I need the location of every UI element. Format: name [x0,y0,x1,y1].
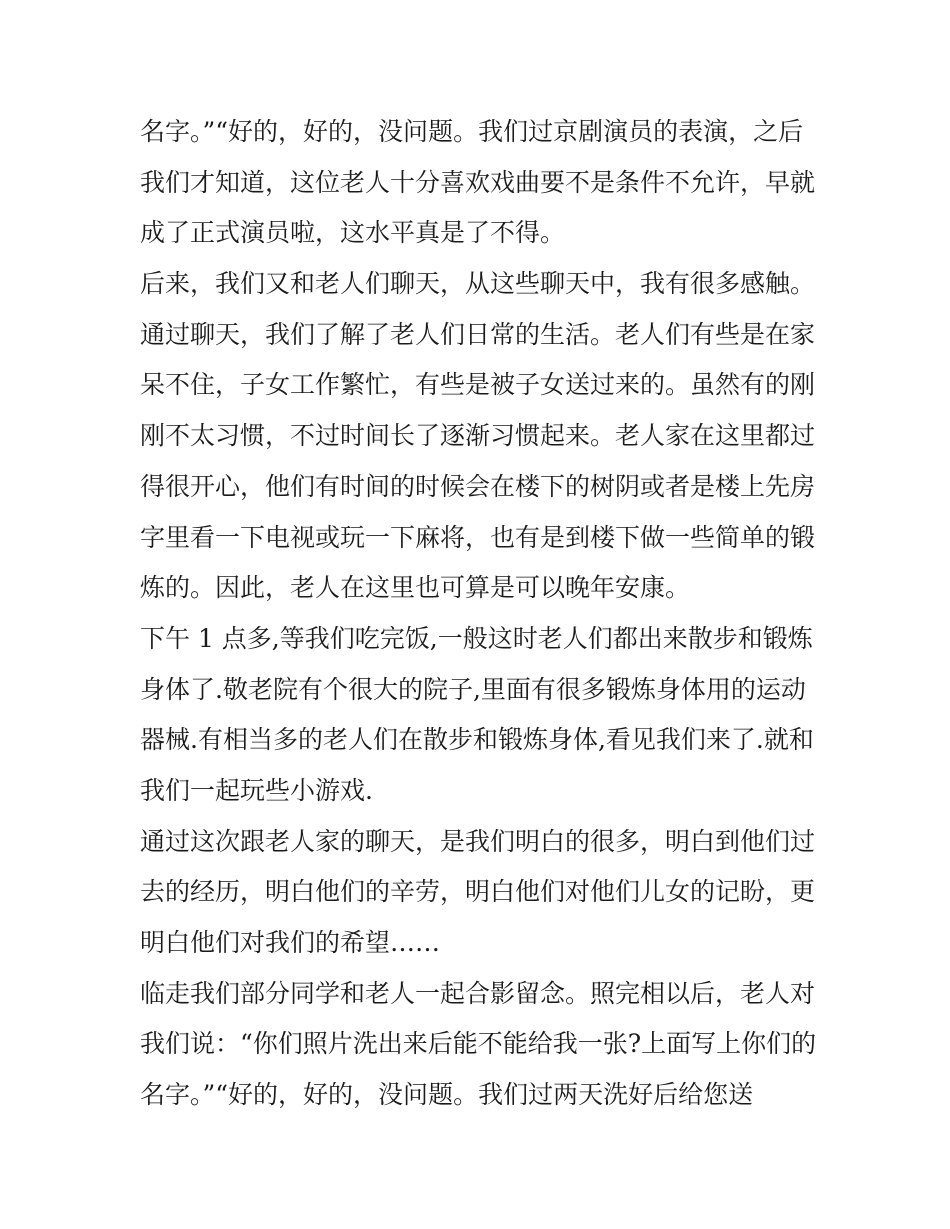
text-line: 通过聊天，我们了解了老人们日常的生活。老人们有些是在家 [140,319,816,349]
text-line: 后来，我们又和老人们聊天，从这些聊天中，我有很多感触。 [140,269,816,299]
text-line: 下午 1 点多,等我们吃完饭,一般这时老人们都出来散步和锻炼 [140,623,813,653]
text-line: 得很开心，他们有时间的时候会在楼下的树阴或者是楼上先房 [140,471,816,501]
text-line: 器械.有相当多的老人们在散步和锻炼身体,看见我们来了.就和 [140,725,814,755]
text-line: 我们说：“你们照片洗出来后能不能给我一张?上面写上你们的 [140,1029,817,1059]
document-body [140,107,820,1121]
text-line: 名字。”“好的，好的，没问题。我们过两天洗好后给您送 [140,1080,754,1110]
text-line: 字里看一下电视或玩一下麻将，也有是到楼下做一些简单的锻 [140,522,816,552]
text-line: 呆不住，子女工作繁忙，有些是被子女送过来的。虽然有的刚 [140,370,816,400]
text-line: 我们一起玩些小游戏. [140,775,373,805]
text-line: 成了正式演员啦，这水平真是了不得。 [140,218,566,248]
text-line: 身体了.敬老院有个很大的院子,里面有很多锻炼身体用的运动 [140,674,806,704]
text-line: 名字。”“好的，好的，没问题。我们过京剧演员的表演，之后 [140,117,804,146]
text-line: 炼的。因此，老人在这里也可算是可以晚年安康。 [140,573,691,603]
text-line: 临走我们部分同学和老人一起合影留念。照完相以后，老人对 [140,978,816,1008]
text-line: 去的经历，明白他们的辛劳，明白他们对他们儿女的记盼，更 [140,877,816,907]
text-line: 通过这次跟老人家的聊天，是我们明白的很多，明白到他们过 [140,826,816,856]
text-line: 刚不太习惯，不过时间长了逐渐习惯起来。老人家在这里都过 [140,421,816,451]
text-line: 我们才知道，这位老人十分喜欢戏曲要不是条件不允许，早就 [140,167,816,197]
text-line: 明白他们对我们的希望…… [140,928,441,957]
